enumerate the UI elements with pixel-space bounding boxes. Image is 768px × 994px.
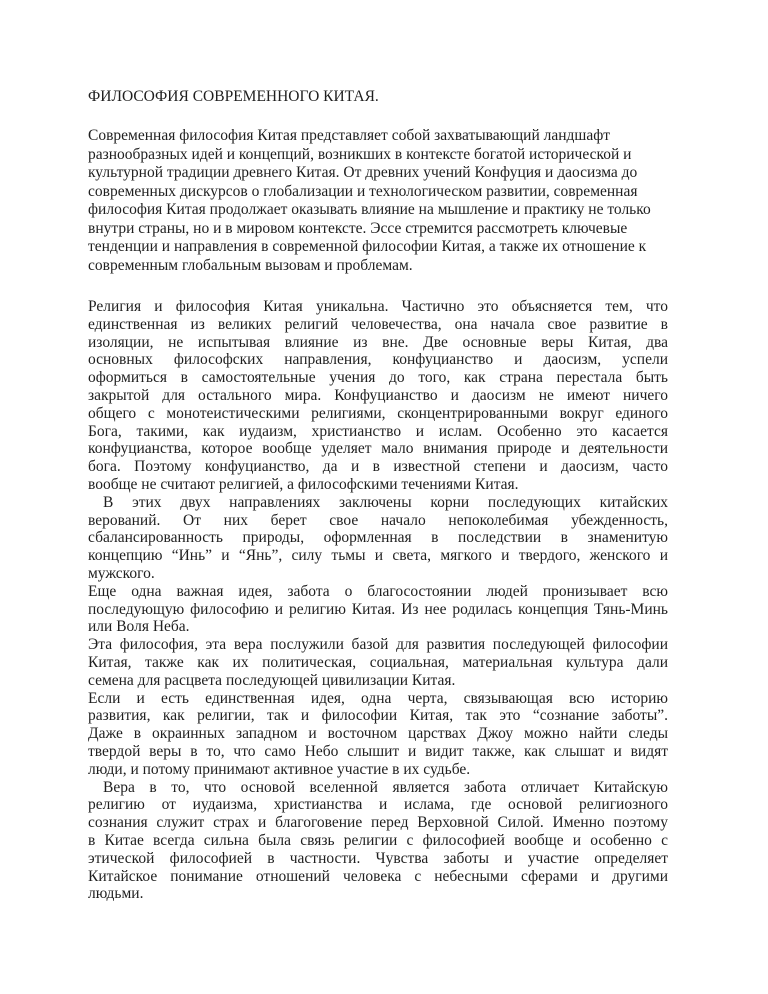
document-title: ФИЛОСОФИЯ СОВРЕМЕННОГО КИТАЯ. bbox=[88, 88, 379, 105]
text-line: сбалансированность природы, оформленная в последствии в знаменитую bbox=[88, 529, 668, 547]
text-line: людьми. bbox=[88, 885, 144, 903]
text-line: философия Китая продолжает оказывать влияние на мышление и практику не только bbox=[88, 201, 651, 218]
text-line: вообще не считают религией, а философскими течениями Китая. bbox=[88, 475, 519, 493]
text-line: общего с монотеистическими религиями, сконцентрированными вокруг единого bbox=[88, 404, 668, 422]
text-line: Еще одна важная идея, забота о благосостоянии людей пронизывает всю bbox=[88, 582, 668, 600]
text-line: верований. От них берет свое начало непоколебимая убежденность, bbox=[88, 511, 668, 529]
text-line: Вера в то, что основой вселенной является забота отличает Китайскую bbox=[103, 778, 668, 796]
text-line: культурной традиции древнего Китая. От древних учений Конфуция и даосизма до bbox=[88, 164, 638, 181]
document-body bbox=[88, 127, 668, 903]
text-line: конфуцианства, которое вообще уделяет мало внимания природе и деятельности bbox=[88, 440, 668, 458]
text-line: Религия и философия Китая уникальна. Частично это объясняется тем, что bbox=[88, 298, 668, 315]
paragraph bbox=[88, 298, 668, 494]
text-line: закрытой для остального мира. Конфуцианство и даосизм не имеют ничего bbox=[88, 386, 668, 404]
text-line: современных дискурсов о глобализации и технологическом развитии, современная bbox=[88, 182, 638, 200]
text-line: изоляции, не испытывая влияние из вне. Две основные веры Китая, два bbox=[88, 333, 668, 351]
paragraph bbox=[88, 690, 668, 779]
text-line: мужского. bbox=[88, 564, 155, 582]
text-line: Если и есть единственная идея, одна черта, связывающая всю историю bbox=[88, 689, 668, 707]
paragraph bbox=[88, 494, 668, 583]
text-line: Эта философия, эта вера послужили базой для развития последующей философии bbox=[88, 636, 668, 654]
text-line: Бога, такими, как иудаизм, христианство и ислам. Особенно это касается bbox=[88, 422, 668, 440]
paragraph bbox=[88, 636, 668, 689]
text-line: Китая, также как их политическая, социальная, материальная культура дали bbox=[88, 653, 668, 671]
text-line: современным глобальным вызовам и проблемам. bbox=[88, 256, 413, 274]
text-line: Китайское понимание отношений человека с небесными сферами и другими bbox=[88, 867, 668, 885]
text-line: концепцию “Инь” и “Янь”, силу тьмы и света, мягкого и твердого, женского и bbox=[88, 547, 668, 565]
text-line: Современная философия Китая представляет собой захватывающий ландшафт bbox=[88, 127, 611, 144]
text-line: основных философских направления, конфуцианство и даосизм, успели bbox=[88, 351, 668, 369]
paragraph bbox=[88, 779, 668, 904]
paragraph bbox=[88, 583, 668, 636]
text-line: Даже в окраинных западном и восточном царствах Джоу можно найти следы bbox=[88, 725, 668, 743]
text-line: оформиться в самостоятельные учения до того, как страна перестала быть bbox=[88, 369, 668, 387]
text-line: В этих двух направлениях заключены корни последующих китайских bbox=[103, 493, 668, 511]
text-line: твердой веры в то, что само Небо слышит и видит также, как слышат и видят bbox=[88, 742, 668, 760]
text-line: разнообразных идей и концепций, возникших в контексте богатой исторической и bbox=[88, 145, 632, 163]
text-line: развития, как религии, так и философии Китая, так это “сознание заботы”. bbox=[88, 707, 668, 725]
text-line: люди, и потому принимают активное участие в их судьбе. bbox=[88, 760, 471, 778]
text-line: последующую философию и религию Китая. Из нее родилась концепция Тянь-Минь bbox=[88, 600, 668, 618]
text-line: сознания служит страх и благоговение перед Верховной Силой. Именно поэтому bbox=[88, 814, 668, 832]
text-line: тенденции и направления в современной философии Китая, а также их отношение к bbox=[88, 238, 647, 255]
text-line: бога. Поэтому конфуцианство, да и в известной степени и даосизм, часто bbox=[88, 458, 668, 476]
text-line: внутри страны, но и в мировом контексте. Эссе стремится рассмотреть ключевые bbox=[88, 219, 628, 237]
text-line: религию от иудаизма, христианства и ислама, где основой религиозного bbox=[88, 796, 668, 814]
text-line: семена для расцвета последующей цивилизации Китая. bbox=[88, 671, 456, 689]
text-line: единственная из великих религий человечества, она начала свое развитие в bbox=[88, 315, 668, 333]
paragraph bbox=[88, 127, 668, 275]
text-line: этической философией в частности. Чувства заботы и участие определяет bbox=[88, 849, 668, 867]
text-line: в Китае всегда сильна была связь религии с философией вообще и особенно с bbox=[88, 831, 668, 849]
text-line: или Воля Неба. bbox=[88, 618, 190, 636]
